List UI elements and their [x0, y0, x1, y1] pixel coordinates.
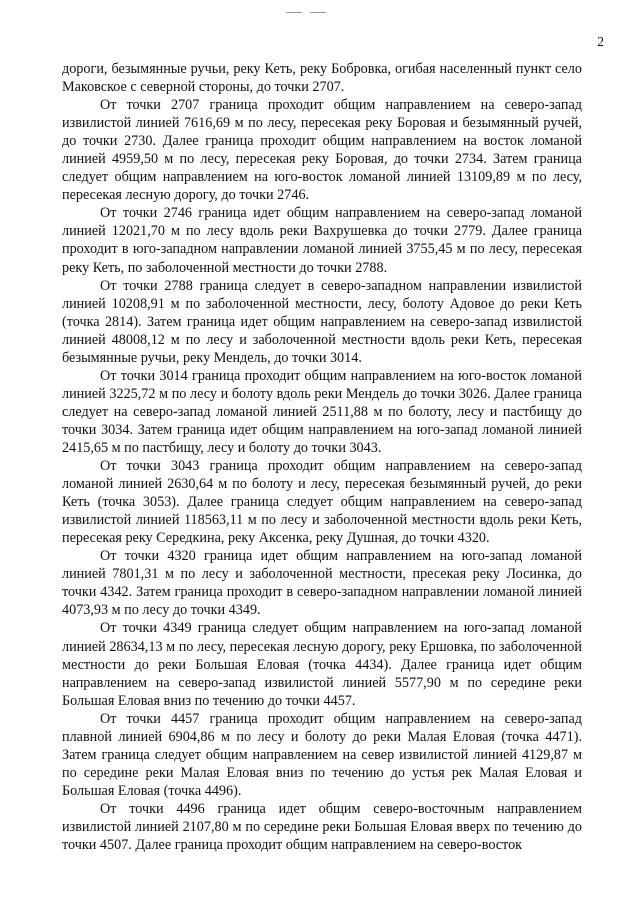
paragraph-4: От точки 2788 граница следует в северо-западном направлении извилистой линией 10208,91 м по заболоченной местности, лесу, болоту Адовое до реки Кеть (точка 2814). Затем граница идет общим направлением на северо-запад извилистой линией 48008,12 м по лесу и заболоченной местности вдоль реки Кеть, пересекая безымянные ручьи, реку Мендель, до точки 3014.	[62, 277, 582, 366]
paragraph-5: От точки 3014 граница проходит общим направлением на юго-восток ломаной линией 3225,72 м по лесу и болоту вдоль реки Мендель до точки 3026. Далее граница следует на северо-запад ломаной линией 2511,88 м по болоту, лесу и пастбищу до точки 3034. Затем граница идет общим направлением на юго-запад ломаной линией 2415,65 м по пастбищу, лесу и болоту до точки 3043.	[62, 367, 582, 456]
paragraph-8: От точки 4349 граница следует общим направлением на юго-запад ломаной линией 28634,13 м по лесу, пересекая лесную дорогу, реку Ершовка, по заболоченной местности до реки Большая Еловая (точка 4434). Далее граница идет общим направлением на северо-запад извилистой линией 5577,90 м по середине реки Большая Еловая вниз по течению до точки 4457.	[62, 620, 582, 709]
document-body	[62, 60, 582, 854]
top-marks	[286, 0, 334, 4]
paragraph-3: От точки 2746 граница идет общим направлением на северо-запад ломаной линией 12021,70 м по лесу вдоль реки Вахрушевка до точки 2779. Далее граница проходит в юго-западном направлении ломаной линией 3755,45 м по лесу, пересекая реку Кеть, по заболоченной местности до точки 2788.	[62, 205, 582, 276]
paragraph-2: От точки 2707 граница проходит общим направлением на северо-запад извилистой линией 7616,69 м по лесу, пересекая реку Боровая и безымянный ручей, до точки 2730. Далее граница проходит общим направлением на восток ломаной линией 4959,50 м по лесу, пересекая реку Боровая, до точки 2734. Затем граница следует общим направлением на юго-восток ломаной линией 13109,89 м по лесу, пересекая лесную дорогу, до точки 2746.	[62, 97, 582, 204]
page-number: 2	[597, 34, 604, 49]
paragraph-10: От точки 4496 граница идет общим северо-восточным направлением извилистой линией 2107,80 м по середине реки Большая Еловая вверх по течению до точки 4507. Далее граница проходит общим направлением на северо-восток	[62, 800, 582, 854]
paragraph-9: От точки 4457 граница проходит общим направлением на северо-запад плавной линией 6904,86 м по лесу и болоту до реки Малая Еловая (точка 4471). Затем граница следует общим направлением на север извилистой линией 4129,87 м по середине реки Малая Еловая вниз по течению до устья рек Малая Еловая и Большая Еловая (точка 4496).	[62, 710, 582, 799]
paragraph-6: От точки 3043 граница проходит общим направлением на северо-запад ломаной линией 2630,64 м по болоту и лесу, пересекая безымянный ручей, до реки Кеть (точка 3053). Далее граница следует общим направлением на северо-запад извилистой линией 118563,11 м по лесу и заболоченной местности вдоль реки Кеть, пересекая реку Середкина, реку Аксенка, реку Душная, до точки 4320.	[62, 458, 582, 547]
paragraph-1: дороги, безымянные ручьи, реку Кеть, реку Бобровка, огибая населенный пункт село Маковское с северной стороны, до точки 2707.	[62, 61, 582, 96]
paragraph-7: От точки 4320 граница идет общим направлением на юго-запад ломаной линией 7801,31 м по лесу и заболоченной местности, пресекая реку Лосинка, до точки 4342. Затем граница проходит в северо-западном направлении ломаной линией 4073,93 м по лесу до точки 4349.	[62, 548, 582, 619]
